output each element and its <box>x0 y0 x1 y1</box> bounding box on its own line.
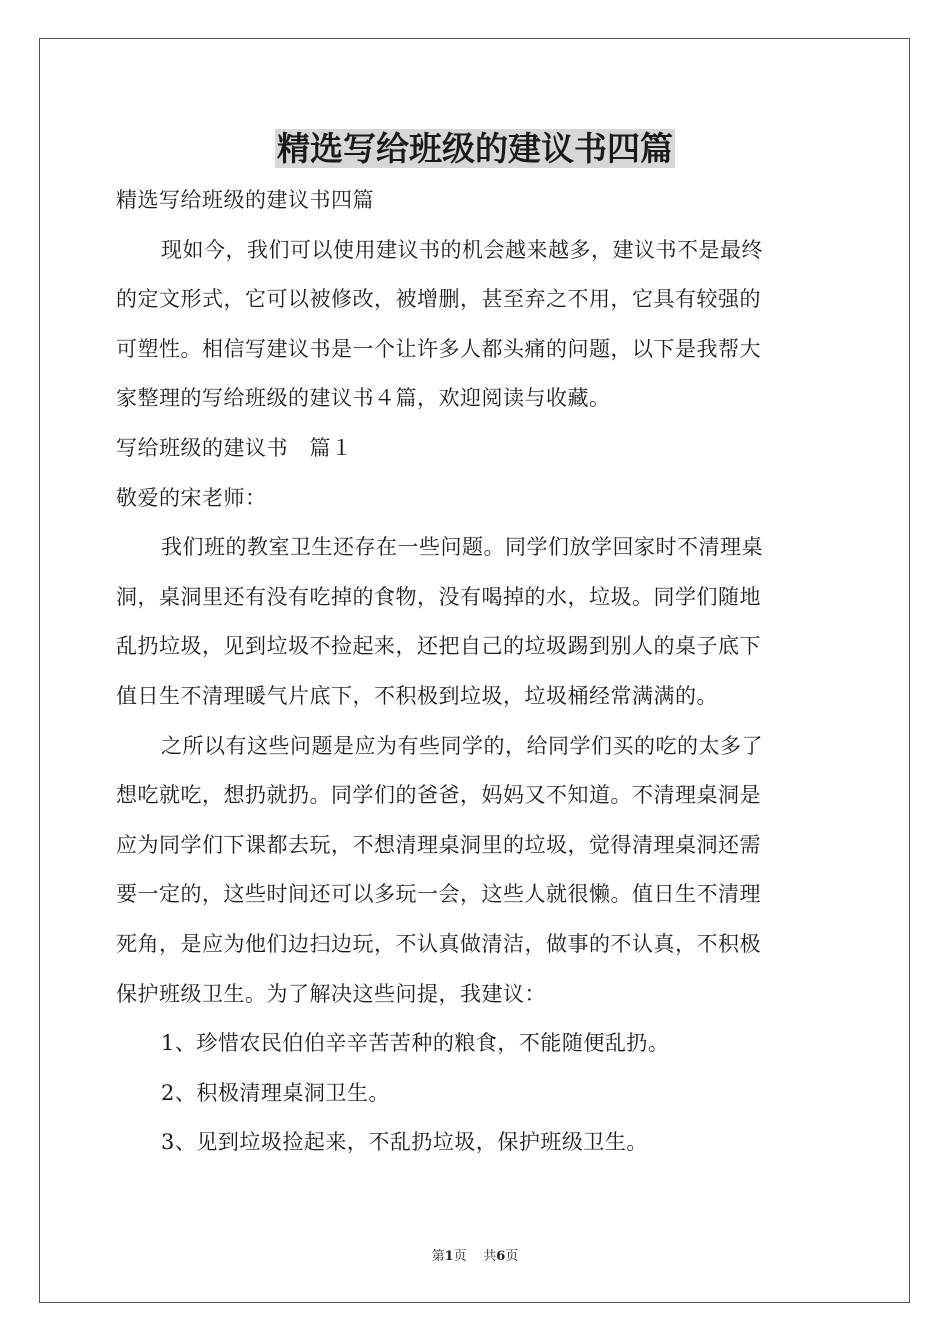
salutation: 敬爱的宋老师： <box>116 485 267 510</box>
paragraph-line: 死角，是应为他们边扫边玩，不认真做清洁，做事的不认真，不积极 <box>116 931 761 956</box>
total-pages: 6 <box>496 1249 506 1264</box>
paragraph-line: 保护班级卫生。为了解决这些问提，我建议： <box>116 981 546 1006</box>
suggestion-item: 3、见到垃圾捡起来，不乱扔垃圾，保护班级卫生。 <box>161 1130 648 1155</box>
suggestion-item: 1、珍惜农民伯伯辛辛苦苦种的粮食，不能随便乱扔。 <box>161 1031 670 1056</box>
page-number: 1 <box>444 1249 454 1264</box>
document-title-text: 精选写给班级的建议书四篇 <box>277 129 673 168</box>
paragraph-line: 值日生不清理暖气片底下，不积极到垃圾，垃圾桶经常满满的。 <box>116 683 718 708</box>
total-prefix: 共 <box>483 1249 497 1264</box>
paragraph-line: 洞，桌洞里还有没有吃掉的食物，没有喝掉的水，垃圾。同学们随地 <box>116 584 761 609</box>
suggestion-item: 2、积极清理桌洞卫生。 <box>161 1080 390 1105</box>
body-paragraph-1 <box>116 523 834 721</box>
page-suffix: 页 <box>453 1249 467 1264</box>
page-prefix: 第 <box>431 1249 445 1264</box>
intro-line: 可塑性。相信写建议书是一个让许多人都头痛的问题，以下是我帮大 <box>116 336 761 361</box>
suggestion-list <box>116 1019 834 1168</box>
intro-paragraph <box>116 226 834 424</box>
paragraph-line: 要一定的，这些时间还可以多玩一会，这些人就很懒。值日生不清理 <box>116 882 761 907</box>
intro-line: 家整理的写给班级的建议书４篇，欢迎阅读与收藏。 <box>116 386 611 411</box>
document-title <box>0 125 950 173</box>
intro-line: 现如今，我们可以使用建议书的机会越来越多，建议书不是最终 <box>161 237 763 262</box>
intro-line: 的定文形式，它可以被修改，被增删，甚至弃之不用，它具有较强的 <box>116 287 761 312</box>
paragraph-line: 应为同学们下课都去玩，不想清理桌洞里的垃圾，觉得清理桌洞还需 <box>116 832 761 857</box>
page-footer <box>0 1247 950 1267</box>
document-subtitle: 精选写给班级的建议书四篇 <box>116 188 374 212</box>
document-body <box>116 176 834 1168</box>
section-heading: 写给班级的建议书 篇１ <box>116 435 353 460</box>
paragraph-line: 我们班的教室卫生还存在一些问题。同学们放学回家时不清理桌 <box>161 535 763 560</box>
total-suffix: 页 <box>505 1249 519 1264</box>
body-paragraph-2 <box>116 722 834 1020</box>
paragraph-line: 想吃就吃，想扔就扔。同学们的爸爸，妈妈又不知道。不清理桌洞是 <box>116 783 761 808</box>
paragraph-line: 乱扔垃圾，见到垃圾不捡起来，还把自己的垃圾踢到别人的桌子底下 <box>116 634 761 659</box>
paragraph-line: 之所以有这些问题是应为有些同学的，给同学们买的吃的太多了 <box>161 733 763 758</box>
